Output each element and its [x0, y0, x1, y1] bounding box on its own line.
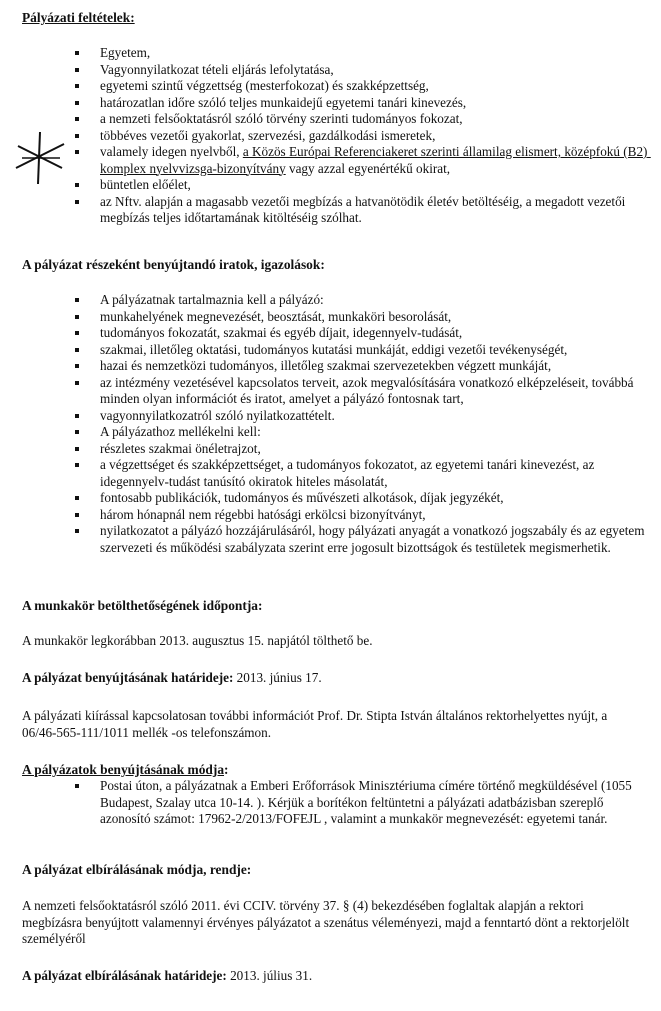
- list-item-text: egyetemi szintű végzettség (mesterfokozat) és szakképzettség,: [100, 78, 429, 93]
- bullet-icon: [75, 331, 79, 335]
- bullet-icon: [75, 364, 79, 368]
- section-title-submission-method-suffix: :: [224, 762, 229, 777]
- submission-deadline: [22, 670, 639, 687]
- list-item: [0, 441, 661, 458]
- bullet-icon: [75, 134, 79, 138]
- list-item: [0, 325, 661, 342]
- list-item-text: hazai és nemzetközi tudományos, illetőleg szakmai szervezetekben végzett munkáját,: [100, 358, 552, 373]
- list-item: [0, 490, 661, 507]
- section-title-evaluation-method: [22, 862, 251, 879]
- bullet-icon: [75, 200, 79, 204]
- list-item: [0, 177, 661, 194]
- list-item-text: [100, 144, 649, 177]
- list-item: [0, 62, 661, 79]
- list-item: [0, 424, 661, 441]
- start-date-text: A munkakör legkorábban 2013. augusztus 15. napjától tölthető be.: [22, 633, 373, 648]
- language-item-prefix: valamely idegen nyelvből,: [100, 144, 243, 159]
- bullet-icon: [75, 784, 79, 788]
- evaluation-deadline: [22, 968, 639, 985]
- list-item: [0, 292, 661, 309]
- list-item: [0, 309, 661, 326]
- section-title-start-date-text: A munkakör betölthetőségének időpontja:: [22, 598, 263, 613]
- contact-info-text: A pályázati kiírással kapcsolatosan további információt Prof. Dr. Stipta István általános rektorhelyettes nyújt, a 06/46-565-111/1011 mellék -os telefonszámon.: [22, 708, 608, 740]
- bullet-icon: [75, 183, 79, 187]
- section-title-documents: [22, 257, 325, 274]
- section-title-conditions: [22, 10, 135, 27]
- list-item-text: a végzettséget és szakképzettséget, a tudományos fokozatot, az egyetemi tanári kinevezést, az idegennyelv-tudást tanúsító okiratok hiteles másolatát,: [100, 457, 598, 489]
- list-item-text: büntetlen előélet,: [100, 177, 191, 192]
- list-item-text: vagyonnyilatkozatról szóló nyilatkozattételt.: [100, 407, 335, 423]
- list-item-text: többéves vezetői gyakorlat, szervezési, gazdálkodási ismeretek,: [100, 127, 436, 143]
- list-item: [0, 45, 661, 62]
- list-item-text: nyilatkozatot a pályázó hozzájárulásáról, hogy pályázati anyagát a vonatkozó jogszabály és az egyetem szervezeti és működési szabályzata szerint erre jogosult bizottságok és testületek megismerhetik.: [100, 523, 648, 555]
- list-item: [0, 408, 661, 425]
- bullet-icon: [75, 315, 79, 319]
- bullet-icon: [75, 68, 79, 72]
- list-item-language: [0, 144, 661, 177]
- submission-method-list: [0, 778, 661, 828]
- bullet-icon: [75, 84, 79, 88]
- bullet-icon: [75, 463, 79, 467]
- list-item-text: határozatlan időre szóló teljes munkaidejű egyetemi tanári kinevezés,: [100, 94, 467, 110]
- conditions-list: [0, 45, 661, 227]
- list-item-text: a nemzeti felsőoktatásról szóló törvény szerinti tudományos fokozat,: [100, 111, 463, 126]
- list-item: [0, 342, 661, 359]
- bullet-icon: [75, 51, 79, 55]
- list-item-text: részletes szakmai önéletrajzot,: [100, 440, 261, 456]
- list-item-text: három hónapnál nem régebbi hatósági erkölcsi bizonyítványt,: [100, 506, 426, 522]
- list-item: [0, 128, 661, 145]
- bullet-icon: [75, 117, 79, 121]
- section-title-submission-method: [22, 762, 228, 779]
- documents-list: [0, 292, 661, 556]
- bullet-icon: [75, 381, 79, 385]
- list-item: [0, 375, 661, 408]
- list-item-text: A pályázatnak tartalmaznia kell a pályázó:: [100, 292, 324, 307]
- evaluation-method-text: A nemzeti felsőoktatásról szóló 2011. évi CCIV. törvény 37. § (4) bekezdésében foglaltak alapján a rektori megbízásra benyújtott valamennyi érvényes pályázatot a szenátus véleményezi, majd a fenntartó dönt a rektorjelölt személyéről: [22, 898, 630, 946]
- list-item: [0, 95, 661, 112]
- list-item: [0, 457, 661, 490]
- submission-deadline-label: A pályázat benyújtásának határideje:: [22, 670, 234, 685]
- bullet-icon: [75, 496, 79, 500]
- list-item-text: az Nftv. alapján a magasabb vezetői megbízás a hatvanötödik életév betöltéséig, a megadott vezetői megbízás teljes időtartamának kitöltéséig szólhat.: [100, 193, 629, 225]
- bullet-icon: [75, 513, 79, 517]
- list-item-text: A pályázathoz mellékelni kell:: [100, 424, 261, 439]
- list-item: [0, 523, 661, 556]
- list-item-text: Vagyonnyilatkozat tételi eljárás lefolytatása,: [100, 61, 334, 77]
- language-item-suffix: vagy azzal egyenértékű okirat,: [285, 160, 451, 176]
- section-title-conditions-text: Pályázati feltételek:: [22, 10, 135, 25]
- bullet-icon: [75, 101, 79, 105]
- list-item-text: fontosabb publikációk, tudományos és művészeti alkotások, díjak jegyzékét,: [100, 490, 504, 505]
- section-title-documents-text: A pályázat részeként benyújtandó iratok, igazolások:: [22, 257, 325, 272]
- section-title-evaluation-method-text: A pályázat elbírálásának módja, rendje:: [22, 862, 252, 877]
- list-item: [0, 111, 661, 128]
- language-item-underlined: a Közös Európai Referenciakeret szerinti államilag elismert, középfokú (B2) komplex nyelvvizsga-bizonyítvány: [100, 144, 651, 176]
- list-item-text: Egyetem,: [100, 45, 151, 60]
- list-item: [0, 358, 661, 375]
- list-item-text: munkahelyének megnevezését, beosztását, munkaköri besorolását,: [100, 308, 452, 324]
- bullet-icon: [75, 447, 79, 451]
- list-item: [0, 194, 661, 227]
- section-title-start-date: [22, 598, 262, 615]
- bullet-icon: [75, 529, 79, 533]
- evaluation-deadline-value: 2013. július 31.: [226, 968, 313, 983]
- list-item: [0, 78, 661, 95]
- list-item-text: az intézmény vezetésével kapcsolatos terveit, azok megvalósítására vonatkozó elképzeléseit, továbbá minden olyan információt és iratot, amelyet a pályázó fontosnak tart,: [100, 374, 637, 406]
- list-item-text: szakmai, illetőleg oktatási, tudományos kutatási munkáját, eddigi vezetői tevékenységét,: [100, 341, 568, 357]
- list-item-text: tudományos fokozatát, szakmai és egyéb díjait, idegennyelv-tudását,: [100, 325, 463, 340]
- list-item: [0, 778, 661, 828]
- handwritten-asterisk-icon: [10, 128, 70, 188]
- bullet-icon: [75, 430, 79, 434]
- bullet-icon: [75, 150, 79, 154]
- bullet-icon: [75, 348, 79, 352]
- bullet-icon: [75, 414, 79, 418]
- list-item: [0, 507, 661, 524]
- list-item-text: Postai úton, a pályázatnak a Emberi Erőforrások Minisztériuma címére történő megküldésével (1055 Budapest, Szalay utca 10-14. ). Kérjük a borítékon feltüntetni a pályázati adatbázisban szereplő azonosító számot: 17962-2/2013/FOFEJL , valamint a munkakör megnevezését: egyetemi tanár.: [100, 778, 636, 826]
- section-title-submission-method-text: A pályázatok benyújtásának módja: [22, 762, 225, 777]
- submission-deadline-value: 2013. június 17.: [233, 670, 322, 685]
- evaluation-deadline-label: A pályázat elbírálásának határideje:: [22, 968, 227, 983]
- bullet-icon: [75, 298, 79, 302]
